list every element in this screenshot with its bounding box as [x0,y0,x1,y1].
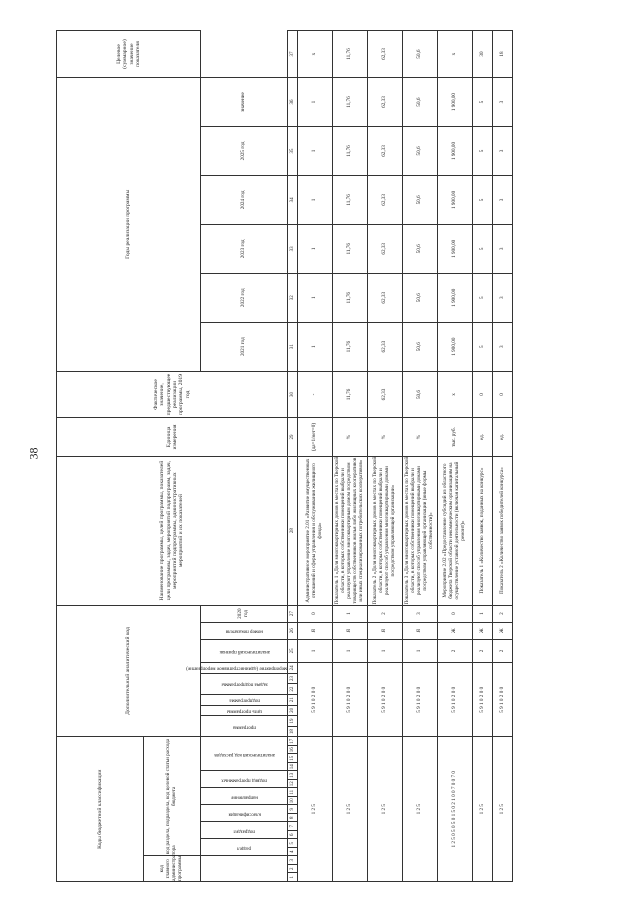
col-num: 8 [288,814,298,823]
classification-code: 1 2 5 [493,737,513,882]
program-code: 5 9 1 0 2 0 0 [493,663,513,737]
nomer-header: номер показателя [201,622,288,639]
col-num: 17 [288,737,298,746]
priznak-header: аналитический признак [201,639,288,662]
fact-cell: 50,6 [403,371,438,418]
col-num: 19 [288,716,298,727]
pokazatel-cell: 2 [368,605,403,622]
year-2020-cell: 50,6 [403,322,438,371]
classification-code: 1 2 5 [403,737,438,882]
priznak-cell: Я [298,622,333,639]
year-2024-cell: 3 [493,127,513,176]
program-code: 5 9 1 0 2 0 0 [298,663,333,737]
col-num: 36 [288,78,298,127]
col-num: 32 [288,273,298,322]
section-code-header: код раздела, подраздела, код целевой статьи расхода бюджета [144,737,201,856]
tsel-header: цель программы [201,705,288,716]
col-num: 11 [288,788,298,797]
col-num: 5 [288,839,298,848]
year-2023-cell: 62,33 [368,175,403,224]
year-2022-cell: 3 [493,224,513,273]
year-2023-cell: 3 [493,175,513,224]
col-num: 10 [288,797,298,806]
program-code: 5 9 1 0 2 0 0 [368,663,403,737]
col-num: 22 [288,684,298,695]
year-2020-cell: 3 [493,322,513,371]
year-2024-cell: 11,76 [333,127,368,176]
fact-cell: 0 [473,371,493,418]
header-row-1 [57,31,144,882]
target-cell: 11,76 [333,31,368,78]
col-num: 30 [288,371,298,418]
year-2020-cell: 62,33 [368,322,403,371]
col-num: 33 [288,224,298,273]
budget-classification-header: Коды бюджетной классификации [57,737,144,882]
classification-code: 1 2 5 0 5 0 5 0 1 5 0 2 1 0 0 7 0 0 7 0 [438,737,473,882]
year-2025-header: 2025 год [201,127,288,176]
priznak-cell: Я [368,622,403,639]
table-row [438,31,473,882]
fact-cell: 0 [493,371,513,418]
klass-header: классификация [201,805,288,822]
col-num: 9 [288,805,298,814]
meropriyatie-cell: 1 [403,639,438,662]
meropriyatie-cell: 1 [298,639,333,662]
col-num: 16 [288,746,298,755]
year-2025-cell: 1 900,00 [438,78,473,127]
meropriyatie-cell: 2 [473,639,493,662]
admin-code-header: код главного администратора программы [144,856,201,882]
table-row [493,31,513,882]
unit-cell: (да=1/нет=0) [298,418,333,456]
col-num: 3 [288,856,298,865]
meropriyatie-header: мероприятие (административное мероприятие) [201,663,288,674]
target-value-header: значение [201,78,288,127]
year-2020-cell: 1 [298,322,333,371]
podprogramma-header: подпрограмма [201,694,288,705]
col-num: 29 [288,418,298,456]
col-num: 6 [288,831,298,840]
col-num: 15 [288,754,298,763]
col-num: 28 [288,456,298,605]
razdel-header: раздел [201,839,288,856]
unit-cell: % [368,418,403,456]
year-2023-cell: 11,76 [333,175,368,224]
year-2020-cell: 5 [473,322,493,371]
podrazdel-header: подраздел [201,822,288,839]
actual-value-header: Фактическое значение, предшествующее реализации программы, 2019 год [57,371,288,418]
unit-cell: ед. [493,418,513,456]
programma-header: программа [201,716,288,737]
col-num: 24 [288,663,298,674]
table-row [473,31,493,882]
col-num: 35 [288,127,298,176]
meropriyatie-cell: 2 [438,639,473,662]
col-num: 18 [288,726,298,737]
target-cell: 50,6 [403,31,438,78]
year-2025-cell: 5 [473,78,493,127]
col-num: 14 [288,763,298,772]
fact-cell: 62,33 [368,371,403,418]
priznak-cell: Ж [473,622,493,639]
year-2023-cell: 1 900,00 [438,175,473,224]
priznak-cell: Ж [438,622,473,639]
unit-cell: % [403,418,438,456]
year-2021-cell: 1 900,00 [438,273,473,322]
row-name: Показатель 1 «Доля многоквартирных домов в местах по Тверской области, в которых собственники помещений выбрали и реализуют управление многоквартирным домом посредством товариществ собственников жилья либо жилищных кооперативов или иных специализированных потребительских кооперативов» [333,456,368,605]
name-header: Наименование программы, целей программы, показателей цели программы, задач, мероприятий подпрограмм, задач, мероприятий подпрограммы, административных мероприятий и их показателей [57,456,288,605]
fact-cell: - [298,371,333,418]
pokazatel-cell: 3 [403,605,438,622]
classification-code: 1 2 5 [473,737,493,882]
program-code: 5 9 1 0 2 0 0 [403,663,438,737]
unit-cell: ед. [473,418,493,456]
analitika-header: аналитический код расходов [201,737,288,771]
years-group-header: Годы реализации программы [57,78,201,372]
row-name: Показатель 2 «Доля многоквартирных домов в местах по Тверской области, в которых собственники помещений выбрали и реализуют способ управления многоквартирными домами посредством управляющей организации» [368,456,403,605]
col-num: 27 [288,605,298,622]
pokazatel-cell: 2 [493,605,513,622]
year-2022-cell: 50,6 [403,224,438,273]
napravlenie-header: направление [201,788,288,805]
col-num: 26 [288,622,298,639]
row-name: Мероприятие 2.02 «Предоставление субсидий из областного бюджета Тверской области некоммерческим организациям на осуществление уставной деятельности (включая капитальный ремонт)» [438,456,473,605]
target-cell: 62,33 [368,31,403,78]
pokazatel-cell: 0 [438,605,473,622]
col-num: 37 [288,31,298,78]
row-name: Показатель 2 «Количество заявок победителей конкурса» [493,456,513,605]
col-num: 34 [288,175,298,224]
page-number: 38 [26,447,41,460]
year-2024-cell: 1 [298,127,333,176]
year-2021-cell: 50,6 [403,273,438,322]
target-cell: x [438,31,473,78]
year-2024-cell: 5 [473,127,493,176]
year-2024-cell: 1 900,00 [438,127,473,176]
year-2023-cell: 50,6 [403,175,438,224]
year-2021-cell: 3 [493,273,513,322]
year-2022-cell: 11,76 [333,224,368,273]
fact-cell: x [438,371,473,418]
year-2021-cell: 5 [473,273,493,322]
row-name: Административное мероприятие 2.01 «Развитие имущественных отношений и сферы управления и обслуживания жилищного фонда» [298,456,333,605]
priznak-cell: Я [333,622,368,639]
column-number-row [288,31,298,882]
col-num: 4 [288,848,298,857]
year-2022-cell: 5 [473,224,493,273]
year-2024-header: 2024 год [201,175,288,224]
program-code: 5 9 1 0 2 0 0 [333,663,368,737]
pokazatel-cell: 1 [333,605,368,622]
rotated-table-container [56,30,581,882]
year-2021-cell: 1 [298,273,333,322]
col-num: 23 [288,673,298,684]
col-num: 31 [288,322,298,371]
target-group-header: Целевое (суммарное) значение показателя [57,31,201,78]
year-2023-header: 2023 год [201,224,288,273]
col-num: 21 [288,694,298,705]
year-2021-cell: 11,76 [333,273,368,322]
year-2022-cell: 62,33 [368,224,403,273]
program-indicators-table [56,30,513,882]
classification-code: 1 2 5 [333,737,368,882]
year-2020-header: 2020 год [201,605,288,622]
meropriyatie-cell: 1 [333,639,368,662]
year-2025-cell: 1 [298,78,333,127]
target-cell: 30 [473,31,493,78]
table-row [298,31,333,882]
year-2020-cell: 1 900,00 [438,322,473,371]
col-num: 7 [288,822,298,831]
col-num: 25 [288,639,298,662]
target-cell: 18 [493,31,513,78]
fact-cell: 11,76 [333,371,368,418]
row-name: Показатель 1 «Количество заявок, поданных на конкурс» [473,456,493,605]
priznak-cell: Я [403,622,438,639]
year-2025-cell: 3 [493,78,513,127]
priznak-cell: Ж [493,622,513,639]
unit-cell: % [333,418,368,456]
col-num: 1 [288,873,298,882]
year-2025-cell: 62,33 [368,78,403,127]
unit-cell: тыс. руб. [438,418,473,456]
table-row [403,31,438,882]
meropriyatie-cell: 1 [368,639,403,662]
col-num: 12 [288,780,298,789]
pokazatel-cell: 0 [298,605,333,622]
year-2022-header: 2022 год [201,273,288,322]
year-2021-cell: 62,33 [368,273,403,322]
classification-code: 1 2 5 [368,737,403,882]
year-2024-cell: 62,33 [368,127,403,176]
year-2023-cell: 5 [473,175,493,224]
col-num: 20 [288,705,298,716]
program-code: 5 9 1 0 2 0 0 [438,663,473,737]
table-row [333,31,368,882]
year-2020-cell: 11,76 [333,322,368,371]
target-cell: x [298,31,333,78]
classification-code: 1 2 5 [298,737,333,882]
year-2025-cell: 50,6 [403,78,438,127]
year-2022-cell: 1 [298,224,333,273]
program-code: 5 9 1 0 2 0 0 [473,663,493,737]
pokazatel-cell: 1 [473,605,493,622]
year-2023-cell: 1 [298,175,333,224]
podvid-header: подвид программных [201,771,288,788]
admin-code-cell [201,856,288,882]
table-row [368,31,403,882]
year-2024-cell: 50,6 [403,127,438,176]
row-name: Показатель 3 «Доля многоквартирных домов в местах по Тверской области, в которых собственники помещений выбрали и реализуют способ управления многоквартирными домами посредством управляющей организации (иные формы собственности)» [403,456,438,605]
col-num: 13 [288,771,298,780]
year-2025-cell: 11,76 [333,78,368,127]
unit-header: Единица измерения [57,418,288,456]
year-2021-header: 2021 год [201,322,288,371]
zadacha-header: задача подпрограммы [201,673,288,694]
year-2022-cell: 1 900,00 [438,224,473,273]
col-num: 2 [288,865,298,874]
additional-code-header: Дополнительный аналитический код [57,605,201,737]
meropriyatie-cell: 2 [493,639,513,662]
